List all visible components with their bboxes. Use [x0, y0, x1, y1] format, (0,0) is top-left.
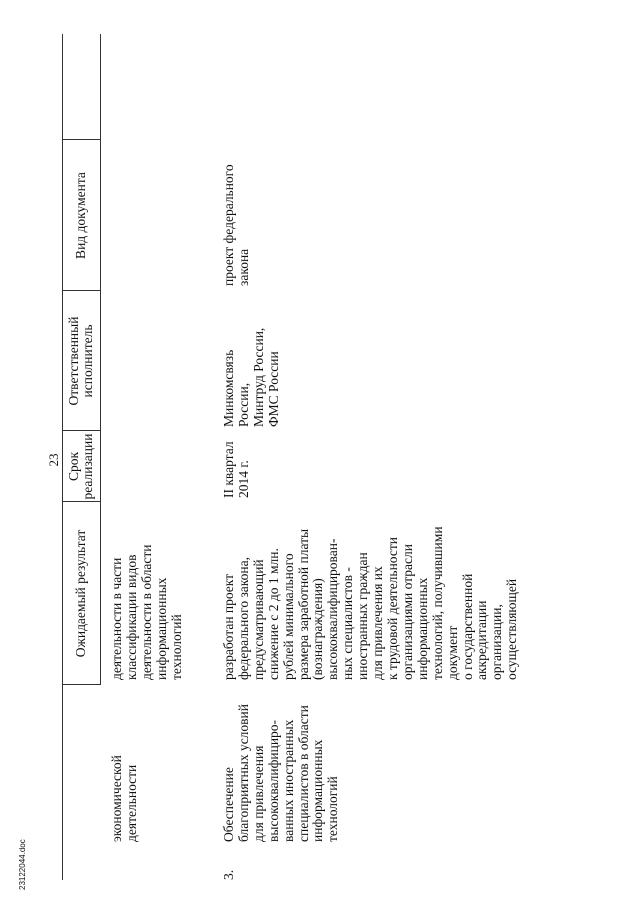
header-result: Ожидаемый результат	[73, 529, 88, 658]
header-doc-type: Вид документа	[73, 172, 88, 259]
header-term: Срок реализации	[66, 433, 95, 500]
row-responsible: Минкомсвязь России, Минтруд России, ФМС России	[221, 327, 281, 427]
row-result: разработан проект федерального закона, предусматривающий снижение с 2 до 1 млн. рублей минимального размера заработной платы (вознаграждения) высококвалифицирован- ных специалистов - иностранных граждан для привлечения их к трудовой деятельности организациями отрасли информационных технологий, получившими документ о государственной аккредитации организации, осуществляющей	[221, 526, 520, 680]
row-result: деятельности в части классификации видов деятельности в области информационных технологий	[109, 544, 184, 680]
rotated-table	[62, 34, 602, 880]
row-measure: экономической деятельности	[109, 755, 139, 842]
page-number: 23	[46, 453, 61, 467]
file-name-footer: 23122044.doc	[18, 839, 27, 890]
row-term: II квартал 2014 г.	[221, 441, 251, 498]
row-number: 3.	[221, 869, 236, 880]
row-measure: Обеспечение благоприятных условий для привлечения высококвалифициро- ванных иностранных специалистов в области информационных технологий	[221, 704, 341, 842]
header-responsible: Ответственный исполнитель	[66, 316, 95, 406]
row-doc-type: проект федерального закона	[221, 164, 251, 286]
